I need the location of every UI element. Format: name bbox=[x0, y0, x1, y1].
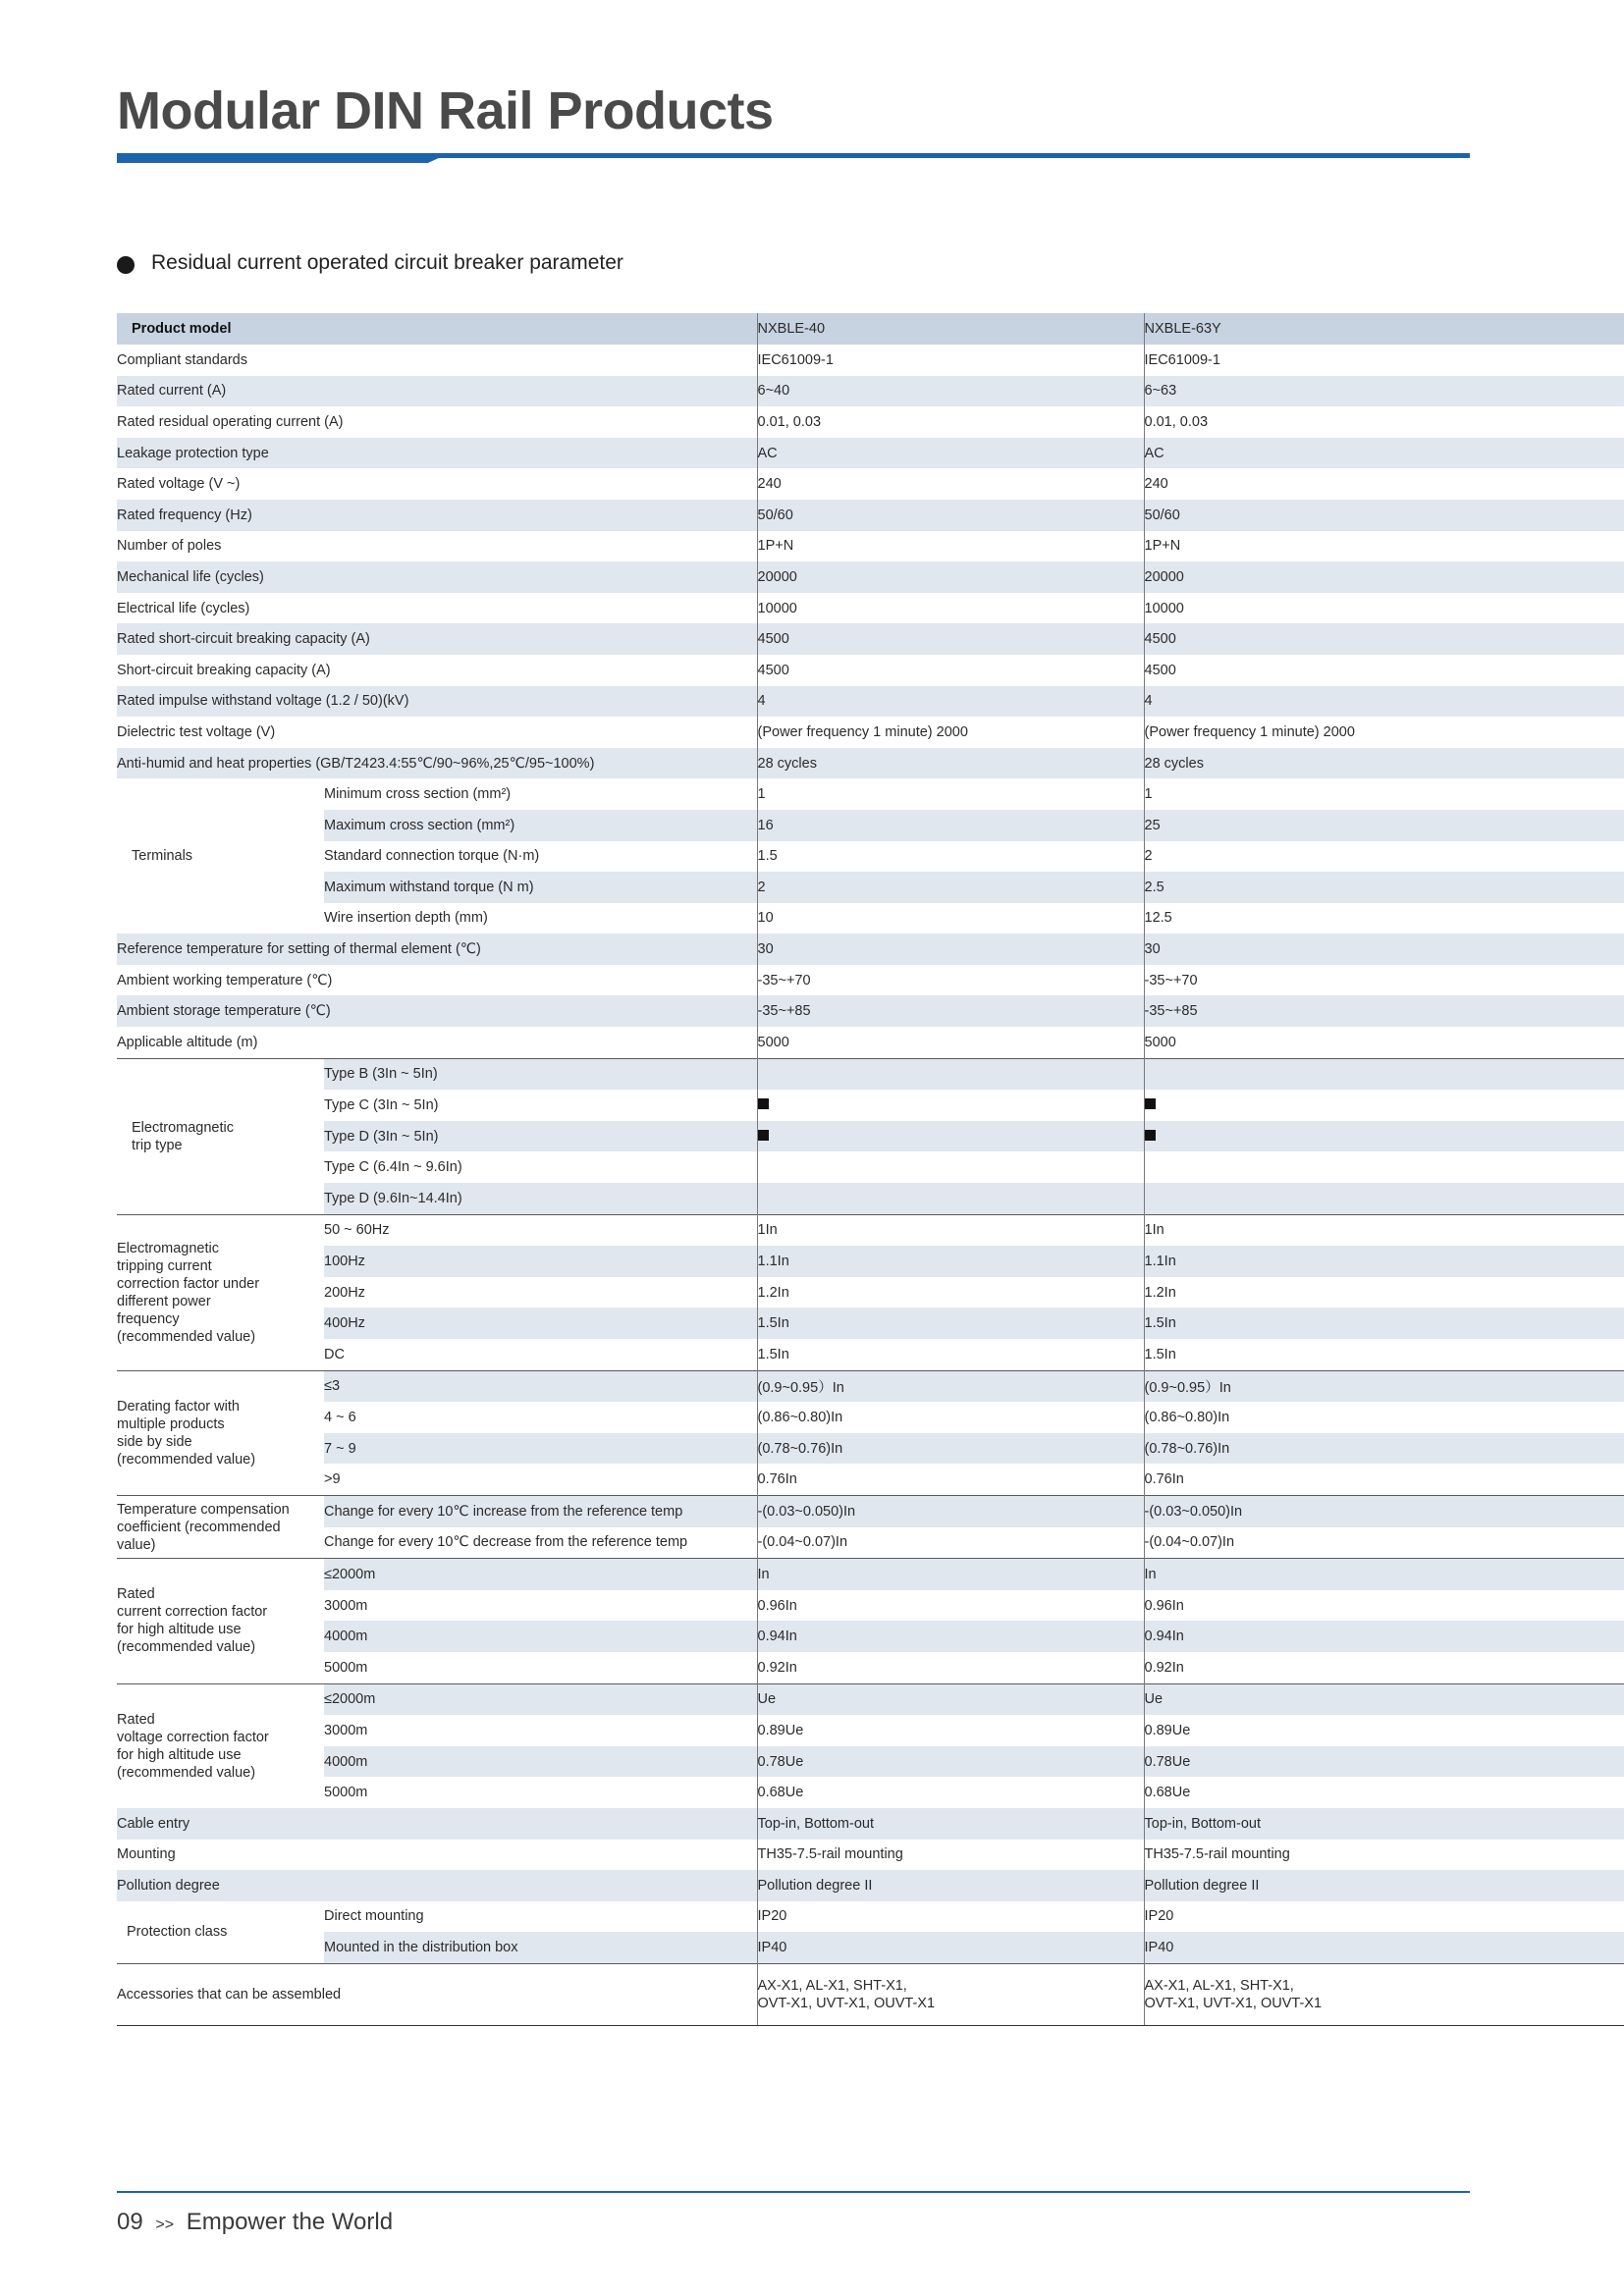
value-cell: 4500 bbox=[757, 623, 1144, 655]
value-cell bbox=[1144, 1183, 1624, 1214]
value-cell: 20000 bbox=[757, 561, 1144, 593]
table-row bbox=[117, 1464, 1624, 1495]
value-cell bbox=[1144, 1090, 1624, 1121]
table-row bbox=[117, 1121, 1624, 1152]
table-row bbox=[117, 406, 1624, 438]
row-label: Rated frequency (Hz) bbox=[117, 500, 757, 531]
table-row bbox=[117, 1621, 1624, 1652]
value-cell: 0.76In bbox=[757, 1464, 1144, 1495]
value-cell: 2 bbox=[757, 872, 1144, 903]
value-cell: -(0.04~0.07)In bbox=[757, 1527, 1144, 1559]
value-cell: Ue bbox=[1144, 1683, 1624, 1715]
value-cell: 1.5In bbox=[757, 1308, 1144, 1339]
value-cell: TH35-7.5-rail mounting bbox=[757, 1840, 1144, 1871]
value-cell: 1P+N bbox=[1144, 531, 1624, 562]
value-cell: -35~+70 bbox=[1144, 965, 1624, 996]
table-row bbox=[117, 1746, 1624, 1778]
sub-label: Type D (9.6In~14.4In) bbox=[324, 1183, 757, 1214]
row-label: Pollution degree bbox=[117, 1870, 757, 1901]
value-cell: 0.92In bbox=[1144, 1652, 1624, 1683]
sub-label: Change for every 10℃ decrease from the reference temp bbox=[324, 1534, 688, 1551]
sub-label: Change for every 10℃ increase from the reference temp bbox=[324, 1495, 757, 1526]
value-cell: 0.92In bbox=[757, 1652, 1144, 1683]
table-row bbox=[117, 500, 1624, 531]
value-cell: 0.78Ue bbox=[1144, 1746, 1624, 1778]
value-cell: -35~+85 bbox=[1144, 995, 1624, 1027]
value-cell: -(0.03~0.050)In bbox=[757, 1495, 1144, 1526]
table-row bbox=[117, 965, 1624, 996]
group-label: Protection class bbox=[117, 1901, 324, 1964]
row-label: Reference temperature for setting of thermal element (℃) bbox=[117, 934, 757, 965]
group-label-line: correction factor under bbox=[117, 1275, 260, 1292]
value-cell: (Power frequency 1 minute) 2000 bbox=[757, 717, 1144, 748]
value-cell: 1P+N bbox=[757, 531, 1144, 562]
group-label-line: side by side bbox=[117, 1433, 192, 1450]
table-row bbox=[117, 376, 1624, 407]
filled-square-icon bbox=[758, 1130, 769, 1141]
row-label: Rated short-circuit breaking capacity (A) bbox=[117, 623, 757, 655]
value-cell: -(0.04~0.07)In bbox=[1144, 1527, 1624, 1559]
sub-label: Type D (3In ~ 5In) bbox=[324, 1121, 757, 1152]
group-label-line: tripping current bbox=[117, 1257, 212, 1274]
value-cell: 10 bbox=[757, 903, 1144, 934]
group-label-line: (recommended value) bbox=[117, 1328, 256, 1345]
table-row bbox=[117, 593, 1624, 624]
group-label-line: current correction factor bbox=[117, 1604, 268, 1621]
group-label-line: Electromagnetic bbox=[132, 1119, 234, 1136]
value-cell: Ue bbox=[757, 1683, 1144, 1715]
table-row bbox=[117, 1932, 1624, 1963]
value-cell: IP40 bbox=[1144, 1932, 1624, 1963]
table-row bbox=[117, 1559, 1624, 1590]
sub-label: ≤2000m bbox=[324, 1683, 757, 1715]
value-cell bbox=[757, 1058, 1144, 1090]
table-row bbox=[117, 841, 1624, 873]
value-cell bbox=[757, 1090, 1144, 1121]
table-row bbox=[117, 1090, 1624, 1121]
group-label: Terminals bbox=[117, 778, 324, 934]
table-row bbox=[117, 1058, 1624, 1090]
sub-label: 3000m bbox=[324, 1597, 368, 1614]
sub-label: Wire insertion depth (mm) bbox=[324, 910, 488, 927]
group-label-line: coefficient (recommended bbox=[117, 1519, 281, 1535]
row-label: Cable entry bbox=[117, 1808, 757, 1840]
value-cell: 1.5In bbox=[1144, 1308, 1624, 1339]
table-row bbox=[117, 1777, 1624, 1808]
group-label bbox=[117, 1370, 324, 1495]
table-row bbox=[117, 1308, 1624, 1339]
value-cell: IP20 bbox=[757, 1901, 1144, 1933]
page-title: Modular DIN Rail Products bbox=[117, 81, 774, 140]
table-row bbox=[117, 1277, 1624, 1308]
value-cell: 0.68Ue bbox=[757, 1777, 1144, 1808]
value-cell: -35~+85 bbox=[757, 995, 1144, 1027]
filled-square-icon bbox=[1145, 1130, 1156, 1141]
header-model-1: NXBLE-40 bbox=[757, 313, 1144, 345]
table-row bbox=[117, 934, 1624, 965]
table-row bbox=[117, 1683, 1624, 1715]
value-cell bbox=[757, 1183, 1144, 1214]
value-cell: IP40 bbox=[757, 1932, 1144, 1963]
table-row bbox=[117, 345, 1624, 376]
value-cell: 20000 bbox=[1144, 561, 1624, 593]
row-label: Electrical life (cycles) bbox=[117, 600, 250, 616]
value-cell bbox=[757, 1963, 1144, 2025]
sub-label: Maximum cross section (mm²) bbox=[324, 810, 757, 841]
row-label: Ambient working temperature (℃) bbox=[117, 972, 333, 988]
table-row bbox=[117, 1339, 1624, 1370]
row-label: Rated residual operating current (A) bbox=[117, 413, 344, 430]
value-cell: 4500 bbox=[757, 655, 1144, 686]
group-label-line: Derating factor with bbox=[117, 1398, 240, 1415]
group-label-line: multiple products bbox=[117, 1415, 225, 1432]
sub-label: 7 ~ 9 bbox=[324, 1433, 757, 1465]
value-cell: TH35-7.5-rail mounting bbox=[1144, 1840, 1624, 1871]
sub-label: 5000m bbox=[324, 1785, 368, 1801]
sub-label: Type B (3In ~ 5In) bbox=[324, 1058, 757, 1090]
table-row bbox=[117, 1402, 1624, 1433]
value-cell: Pollution degree II bbox=[757, 1870, 1144, 1901]
value-cell: 0.94In bbox=[1144, 1621, 1624, 1652]
value-cell: 28 cycles bbox=[1144, 748, 1624, 779]
table-row bbox=[117, 561, 1624, 593]
value-cell bbox=[757, 1121, 1144, 1152]
sub-label: 4000m bbox=[324, 1621, 757, 1652]
value-cell: 240 bbox=[757, 468, 1144, 500]
row-label: Applicable altitude (m) bbox=[117, 1034, 258, 1050]
value-line: OVT-X1, UVT-X1, OUVT-X1 bbox=[1144, 1995, 1323, 2011]
value-cell: (Power frequency 1 minute) 2000 bbox=[1144, 717, 1624, 748]
table-row bbox=[117, 1027, 1624, 1058]
table-row bbox=[117, 1963, 1624, 2025]
group-label-line: trip type bbox=[132, 1137, 183, 1153]
value-cell: 50/60 bbox=[1144, 500, 1624, 531]
sub-label: Maximum withstand torque (N m) bbox=[324, 872, 757, 903]
group-label-line: frequency bbox=[117, 1310, 180, 1327]
table-row bbox=[117, 903, 1624, 934]
group-label-line: value) bbox=[117, 1536, 156, 1553]
value-cell: (0.78~0.76)In bbox=[1144, 1433, 1624, 1465]
value-cell: 50/60 bbox=[757, 500, 1144, 531]
value-cell: 25 bbox=[1144, 810, 1624, 841]
table-row bbox=[117, 1183, 1624, 1214]
value-cell: 28 cycles bbox=[757, 748, 1144, 779]
value-cell: 1.1In bbox=[757, 1246, 1144, 1277]
sub-label: ≤3 bbox=[324, 1370, 757, 1402]
sub-label: Type C (3In ~ 5In) bbox=[324, 1097, 439, 1114]
row-label: Ambient storage temperature (℃) bbox=[117, 995, 757, 1027]
table-row bbox=[117, 748, 1624, 779]
table-row bbox=[117, 1495, 1624, 1526]
value-cell: 0.96In bbox=[757, 1590, 1144, 1622]
group-label-line: different power bbox=[117, 1293, 211, 1309]
value-cell: 0.01, 0.03 bbox=[757, 406, 1144, 438]
table-row bbox=[117, 438, 1624, 469]
group-label bbox=[117, 1559, 324, 1683]
group-label-line: (recommended value) bbox=[117, 1451, 256, 1468]
value-cell: 1.5In bbox=[757, 1339, 1144, 1370]
header-model-2: NXBLE-63Y bbox=[1144, 313, 1624, 345]
sub-label: 200Hz bbox=[324, 1284, 365, 1301]
value-cell: In bbox=[757, 1559, 1144, 1590]
title-divider-accent bbox=[117, 157, 441, 163]
value-cell: (0.86~0.80)In bbox=[1144, 1402, 1624, 1433]
table-row bbox=[117, 1433, 1624, 1465]
value-cell: 1In bbox=[1144, 1214, 1624, 1246]
group-label bbox=[117, 1683, 324, 1808]
row-label: Rated impulse withstand voltage (1.2 / 50)(kV) bbox=[117, 686, 757, 718]
sub-label: 50 ~ 60Hz bbox=[324, 1214, 757, 1246]
footer-separator: >> bbox=[155, 2216, 175, 2233]
value-cell: IP20 bbox=[1144, 1901, 1624, 1933]
value-cell: 2 bbox=[1144, 841, 1624, 873]
table-row bbox=[117, 1151, 1624, 1183]
value-cell: 1.2In bbox=[757, 1277, 1144, 1308]
value-cell: 16 bbox=[757, 810, 1144, 841]
table-row bbox=[117, 778, 1624, 810]
value-cell: 1 bbox=[1144, 778, 1624, 810]
value-cell: 1.2In bbox=[1144, 1277, 1624, 1308]
value-cell: Top-in, Bottom-out bbox=[1144, 1808, 1624, 1840]
value-cell: -(0.03~0.050)In bbox=[1144, 1495, 1624, 1526]
table-row bbox=[117, 1840, 1624, 1871]
value-cell: 30 bbox=[757, 934, 1144, 965]
table-row bbox=[117, 1808, 1624, 1840]
header-product-model: Product model bbox=[117, 313, 757, 345]
table-header-row bbox=[117, 313, 1624, 345]
row-label: Rated current (A) bbox=[117, 376, 757, 407]
table-row bbox=[117, 872, 1624, 903]
value-cell: In bbox=[1144, 1559, 1624, 1590]
sub-label: Minimum cross section (mm²) bbox=[324, 786, 512, 803]
value-cell: (0.86~0.80)In bbox=[757, 1402, 1144, 1433]
sub-label: 4000m bbox=[324, 1746, 757, 1778]
row-label: Number of poles bbox=[117, 538, 222, 555]
row-label: Mounting bbox=[117, 1846, 176, 1863]
value-cell: 5000 bbox=[1144, 1027, 1624, 1058]
value-cell: 0.96In bbox=[1144, 1590, 1624, 1622]
value-cell: IEC61009-1 bbox=[1144, 345, 1624, 376]
value-cell: 6~40 bbox=[757, 376, 1144, 407]
table-row bbox=[117, 810, 1624, 841]
group-label-line: for high altitude use bbox=[117, 1746, 242, 1763]
sub-label: 400Hz bbox=[324, 1308, 757, 1339]
value-cell: 1.1In bbox=[1144, 1246, 1624, 1277]
table-row bbox=[117, 623, 1624, 655]
value-cell bbox=[1144, 1963, 1624, 2025]
value-cell: 0.78Ue bbox=[757, 1746, 1144, 1778]
group-label-line: Temperature compensation bbox=[117, 1501, 290, 1518]
row-label: Compliant standards bbox=[117, 351, 247, 368]
value-cell: (0.9~0.95）In bbox=[757, 1370, 1144, 1402]
table-row bbox=[117, 1590, 1624, 1622]
group-label-line: (recommended value) bbox=[117, 1639, 256, 1656]
value-cell: AC bbox=[1144, 438, 1624, 469]
parameter-table-body bbox=[117, 313, 1624, 2025]
value-cell: 1In bbox=[757, 1214, 1144, 1246]
group-label-line: (recommended value) bbox=[117, 1764, 256, 1781]
group-label-line: voltage correction factor bbox=[117, 1729, 269, 1745]
table-row bbox=[117, 995, 1624, 1027]
group-label-line: Rated bbox=[117, 1586, 155, 1603]
group-label bbox=[117, 1214, 324, 1370]
table-row bbox=[117, 1214, 1624, 1246]
value-cell: 6~63 bbox=[1144, 376, 1624, 407]
value-line: OVT-X1, UVT-X1, OUVT-X1 bbox=[757, 1995, 936, 2011]
value-cell: 4500 bbox=[1144, 623, 1624, 655]
table-row bbox=[117, 531, 1624, 562]
bullet-icon bbox=[117, 256, 135, 274]
value-cell: 1.5In bbox=[1144, 1339, 1624, 1370]
row-label: Dielectric test voltage (V) bbox=[117, 723, 276, 740]
value-cell: 0.68Ue bbox=[1144, 1777, 1624, 1808]
table-row bbox=[117, 1715, 1624, 1746]
value-cell: 0.94In bbox=[757, 1621, 1144, 1652]
group-label-line: for high altitude use bbox=[117, 1622, 242, 1638]
value-cell: 240 bbox=[1144, 468, 1624, 500]
value-cell: -35~+70 bbox=[757, 965, 1144, 996]
sub-label: Mounted in the distribution box bbox=[324, 1932, 757, 1963]
filled-square-icon bbox=[1145, 1098, 1156, 1109]
group-label-line: Rated bbox=[117, 1711, 155, 1728]
table-row bbox=[117, 1652, 1624, 1683]
sub-label: 3000m bbox=[324, 1722, 368, 1738]
value-cell: AC bbox=[757, 438, 1144, 469]
page-number: 09 bbox=[117, 2209, 143, 2235]
value-line: AX-X1, AL-X1, SHT-X1, bbox=[1144, 1977, 1294, 1994]
table-row bbox=[117, 655, 1624, 686]
value-cell: 4 bbox=[1144, 686, 1624, 718]
footer-slogan: Empower the World bbox=[186, 2209, 394, 2235]
value-cell: (0.9~0.95）In bbox=[1144, 1370, 1624, 1402]
sub-label: Direct mounting bbox=[324, 1908, 424, 1925]
table-row bbox=[117, 1246, 1624, 1277]
value-cell: 1 bbox=[757, 778, 1144, 810]
value-cell: 12.5 bbox=[1144, 903, 1624, 934]
value-cell: Top-in, Bottom-out bbox=[757, 1808, 1144, 1840]
value-cell: Pollution degree II bbox=[1144, 1870, 1624, 1901]
parameter-table bbox=[117, 313, 1624, 2026]
row-label: Rated voltage (V ~) bbox=[117, 476, 241, 493]
value-cell: 30 bbox=[1144, 934, 1624, 965]
value-cell: (0.78~0.76)In bbox=[757, 1433, 1144, 1465]
table-row bbox=[117, 1870, 1624, 1901]
sub-label: Standard connection torque (N·m) bbox=[324, 848, 540, 865]
table-row bbox=[117, 686, 1624, 718]
group-label bbox=[117, 1058, 324, 1214]
value-cell bbox=[1144, 1121, 1624, 1152]
value-cell: 10000 bbox=[757, 593, 1144, 624]
table-row bbox=[117, 1370, 1624, 1402]
value-cell: IEC61009-1 bbox=[757, 345, 1144, 376]
sub-label: DC bbox=[324, 1346, 345, 1362]
value-cell: 4500 bbox=[1144, 655, 1624, 686]
value-cell: 0.89Ue bbox=[1144, 1715, 1624, 1746]
value-cell: 1.5 bbox=[757, 841, 1144, 873]
sub-label: 4 ~ 6 bbox=[324, 1409, 356, 1425]
value-cell bbox=[1144, 1058, 1624, 1090]
row-label: Anti-humid and heat properties (GB/T2423.4:55℃/90~96%,25℃/95~100%) bbox=[117, 748, 757, 779]
value-line: AX-X1, AL-X1, SHT-X1, bbox=[757, 1977, 907, 1994]
row-label: Accessories that can be assembled bbox=[117, 1963, 757, 2025]
value-cell: 5000 bbox=[757, 1027, 1144, 1058]
table-row bbox=[117, 1901, 1624, 1933]
sub-label: >9 bbox=[324, 1471, 341, 1488]
table-row bbox=[117, 1527, 1624, 1559]
footer-divider bbox=[117, 2191, 1470, 2193]
section-heading: Residual current operated circuit breaker parameter bbox=[151, 251, 623, 274]
table-row bbox=[117, 468, 1624, 500]
value-cell: 0.01, 0.03 bbox=[1144, 406, 1624, 438]
value-cell: 0.89Ue bbox=[757, 1715, 1144, 1746]
value-cell bbox=[757, 1151, 1144, 1183]
sub-label: 100Hz bbox=[324, 1246, 757, 1277]
table-row bbox=[117, 717, 1624, 748]
filled-square-icon bbox=[758, 1098, 769, 1109]
row-label: Short-circuit breaking capacity (A) bbox=[117, 662, 331, 678]
page-footer bbox=[117, 2209, 393, 2236]
sub-label: ≤2000m bbox=[324, 1559, 757, 1590]
value-cell: 4 bbox=[757, 686, 1144, 718]
value-cell: 2.5 bbox=[1144, 872, 1624, 903]
row-label: Leakage protection type bbox=[117, 438, 757, 469]
row-label: Mechanical life (cycles) bbox=[117, 561, 757, 593]
value-cell: 0.76In bbox=[1144, 1464, 1624, 1495]
group-label-line: Electromagnetic bbox=[117, 1240, 219, 1256]
sub-label: Type C (6.4In ~ 9.6In) bbox=[324, 1159, 462, 1176]
value-cell: 10000 bbox=[1144, 593, 1624, 624]
group-label bbox=[117, 1495, 324, 1558]
sub-label: 5000m bbox=[324, 1659, 368, 1676]
value-cell bbox=[1144, 1151, 1624, 1183]
